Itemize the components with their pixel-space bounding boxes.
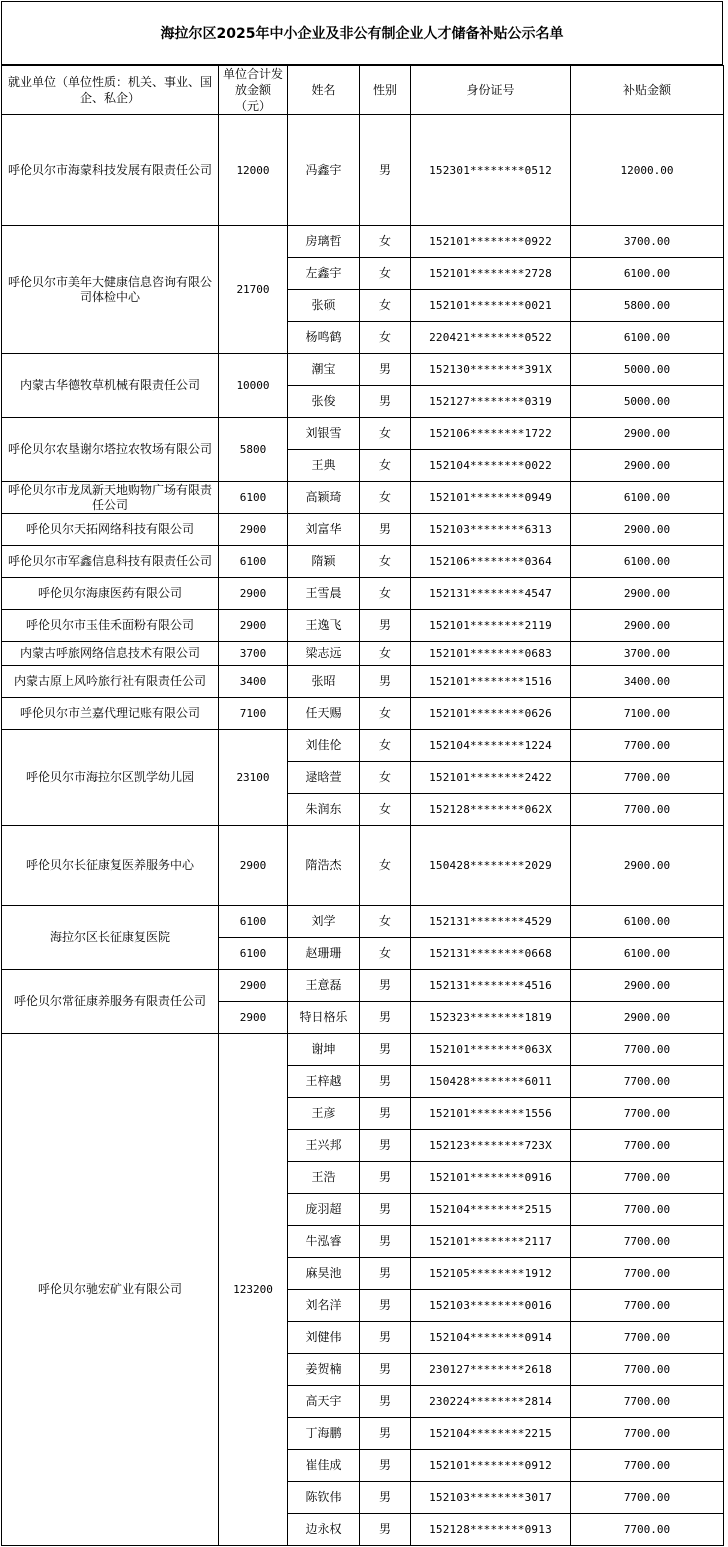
id-number-cell: 152130********391X	[411, 354, 571, 386]
table-row	[2, 1034, 724, 1066]
unit-total-cell: 3400	[219, 666, 288, 698]
name-cell: 张昭	[288, 666, 360, 698]
name-cell: 朱润东	[288, 794, 360, 826]
amount-cell: 7700.00	[571, 1130, 724, 1162]
unit-total-cell: 2900	[219, 1002, 288, 1034]
amount-cell: 7700.00	[571, 794, 724, 826]
gender-cell: 男	[360, 1130, 411, 1162]
gender-cell: 女	[360, 578, 411, 610]
name-cell: 潮宝	[288, 354, 360, 386]
unit-total-cell: 3700	[219, 642, 288, 666]
name-cell: 张硕	[288, 290, 360, 322]
amount-cell: 2900.00	[571, 450, 724, 482]
id-number-cell: 152131********4547	[411, 578, 571, 610]
name-cell: 特日格乐	[288, 1002, 360, 1034]
unit-cell: 呼伦贝尔市兰嘉代理记账有限公司	[2, 698, 219, 730]
unit-total-cell: 5800	[219, 418, 288, 482]
name-cell: 刘学	[288, 906, 360, 938]
unit-cell: 内蒙古呼旅网络信息技术有限公司	[2, 642, 219, 666]
amount-cell: 7700.00	[571, 1322, 724, 1354]
unit-cell: 呼伦贝尔市海蒙科技发展有限责任公司	[2, 115, 219, 226]
id-number-cell: 150428********2029	[411, 826, 571, 906]
unit-total-cell: 23100	[219, 730, 288, 826]
unit-total-cell: 2900	[219, 970, 288, 1002]
id-number-cell: 230224********2814	[411, 1386, 571, 1418]
table-row	[2, 970, 724, 1002]
name-cell: 丁海鹏	[288, 1418, 360, 1450]
id-number-cell: 152101********063X	[411, 1034, 571, 1066]
unit-total-cell: 2900	[219, 826, 288, 906]
gender-cell: 男	[360, 1322, 411, 1354]
name-cell: 梁志远	[288, 642, 360, 666]
amount-cell: 7700.00	[571, 1482, 724, 1514]
amount-cell: 7700.00	[571, 1162, 724, 1194]
name-cell: 刘健伟	[288, 1322, 360, 1354]
gender-cell: 男	[360, 1290, 411, 1322]
amount-cell: 7700.00	[571, 1194, 724, 1226]
id-number-cell: 152101********2119	[411, 610, 571, 642]
id-number-cell: 152101********2422	[411, 762, 571, 794]
name-cell: 任天赐	[288, 698, 360, 730]
name-cell: 边永权	[288, 1514, 360, 1546]
name-cell: 刘富华	[288, 514, 360, 546]
name-cell: 房璃哲	[288, 226, 360, 258]
table-body	[2, 115, 724, 1546]
amount-cell: 2900.00	[571, 514, 724, 546]
table-row	[2, 546, 724, 578]
amount-cell: 6100.00	[571, 482, 724, 514]
name-cell: 崔佳成	[288, 1450, 360, 1482]
id-number-cell: 152101********0626	[411, 698, 571, 730]
amount-cell: 7700.00	[571, 1290, 724, 1322]
name-cell: 王彦	[288, 1098, 360, 1130]
id-number-cell: 152101********1516	[411, 666, 571, 698]
header-row	[2, 66, 724, 115]
gender-cell: 男	[360, 666, 411, 698]
header-id: 身份证号	[411, 66, 571, 115]
name-cell: 谢坤	[288, 1034, 360, 1066]
name-cell: 王浩	[288, 1162, 360, 1194]
table-row	[2, 482, 724, 514]
id-number-cell: 152131********4529	[411, 906, 571, 938]
id-number-cell: 152101********0021	[411, 290, 571, 322]
amount-cell: 2900.00	[571, 1002, 724, 1034]
amount-cell: 6100.00	[571, 546, 724, 578]
gender-cell: 女	[360, 290, 411, 322]
gender-cell: 男	[360, 1226, 411, 1258]
name-cell: 陈钦伟	[288, 1482, 360, 1514]
gender-cell: 女	[360, 482, 411, 514]
name-cell: 姜贺楠	[288, 1354, 360, 1386]
table-row	[2, 666, 724, 698]
gender-cell: 男	[360, 115, 411, 226]
name-cell: 赵珊珊	[288, 938, 360, 970]
name-cell: 牛泓睿	[288, 1226, 360, 1258]
name-cell: 庞羽超	[288, 1194, 360, 1226]
unit-total-cell: 6100	[219, 546, 288, 578]
amount-cell: 6100.00	[571, 906, 724, 938]
unit-total-cell: 123200	[219, 1034, 288, 1546]
id-number-cell: 150428********6011	[411, 1066, 571, 1098]
table-row	[2, 115, 724, 226]
id-number-cell: 152101********0922	[411, 226, 571, 258]
id-number-cell: 152106********0364	[411, 546, 571, 578]
name-cell: 王兴邦	[288, 1130, 360, 1162]
amount-cell: 7700.00	[571, 1258, 724, 1290]
id-number-cell: 152103********3017	[411, 1482, 571, 1514]
id-number-cell: 152104********0022	[411, 450, 571, 482]
id-number-cell: 152101********0916	[411, 1162, 571, 1194]
unit-total-cell: 21700	[219, 226, 288, 354]
amount-cell: 12000.00	[571, 115, 724, 226]
table-row	[2, 906, 724, 938]
gender-cell: 男	[360, 1354, 411, 1386]
gender-cell: 女	[360, 450, 411, 482]
gender-cell: 男	[360, 1386, 411, 1418]
unit-cell: 呼伦贝尔驰宏矿业有限公司	[2, 1034, 219, 1546]
gender-cell: 女	[360, 794, 411, 826]
id-number-cell: 152101********2117	[411, 1226, 571, 1258]
gender-cell: 女	[360, 906, 411, 938]
subsidy-table	[1, 65, 724, 1546]
gender-cell: 男	[360, 1066, 411, 1098]
id-number-cell: 152101********1556	[411, 1098, 571, 1130]
id-number-cell: 152123********723X	[411, 1130, 571, 1162]
id-number-cell: 152106********1722	[411, 418, 571, 450]
gender-cell: 男	[360, 1514, 411, 1546]
page-title: 海拉尔区2025年中小企业及非公有制企业人才储备补贴公示名单	[1, 1, 723, 65]
name-cell: 刘名洋	[288, 1290, 360, 1322]
name-cell: 刘佳伦	[288, 730, 360, 762]
name-cell: 张俊	[288, 386, 360, 418]
id-number-cell: 152128********062X	[411, 794, 571, 826]
name-cell: 麻昊池	[288, 1258, 360, 1290]
gender-cell: 女	[360, 938, 411, 970]
id-number-cell: 152131********4516	[411, 970, 571, 1002]
amount-cell: 7700.00	[571, 1418, 724, 1450]
name-cell: 隋颖	[288, 546, 360, 578]
gender-cell: 男	[360, 610, 411, 642]
gender-cell: 男	[360, 514, 411, 546]
amount-cell: 2900.00	[571, 418, 724, 450]
gender-cell: 男	[360, 354, 411, 386]
name-cell: 逯晗萱	[288, 762, 360, 794]
unit-cell: 呼伦贝尔天拓网络科技有限公司	[2, 514, 219, 546]
name-cell: 王典	[288, 450, 360, 482]
amount-cell: 3400.00	[571, 666, 724, 698]
amount-cell: 7700.00	[571, 1354, 724, 1386]
gender-cell: 女	[360, 642, 411, 666]
amount-cell: 2900.00	[571, 610, 724, 642]
name-cell: 王意磊	[288, 970, 360, 1002]
id-number-cell: 152103********6313	[411, 514, 571, 546]
id-number-cell: 152103********0016	[411, 1290, 571, 1322]
name-cell: 杨鸣鹤	[288, 322, 360, 354]
amount-cell: 2900.00	[571, 970, 724, 1002]
gender-cell: 男	[360, 970, 411, 1002]
unit-cell: 海拉尔区长征康复医院	[2, 906, 219, 970]
table-row	[2, 826, 724, 906]
gender-cell: 女	[360, 698, 411, 730]
table-row	[2, 226, 724, 258]
gender-cell: 女	[360, 762, 411, 794]
id-number-cell: 152101********0912	[411, 1450, 571, 1482]
table-row	[2, 418, 724, 450]
amount-cell: 6100.00	[571, 322, 724, 354]
id-number-cell: 152128********0913	[411, 1514, 571, 1546]
amount-cell: 7700.00	[571, 1226, 724, 1258]
amount-cell: 7700.00	[571, 1034, 724, 1066]
gender-cell: 男	[360, 1002, 411, 1034]
gender-cell: 男	[360, 1482, 411, 1514]
unit-cell: 呼伦贝尔市海拉尔区凯学幼儿园	[2, 730, 219, 826]
amount-cell: 2900.00	[571, 826, 724, 906]
id-number-cell: 152301********0512	[411, 115, 571, 226]
gender-cell: 女	[360, 322, 411, 354]
unit-cell: 呼伦贝尔常征康养服务有限责任公司	[2, 970, 219, 1034]
id-number-cell: 230127********2618	[411, 1354, 571, 1386]
gender-cell: 男	[360, 1258, 411, 1290]
amount-cell: 2900.00	[571, 578, 724, 610]
amount-cell: 3700.00	[571, 642, 724, 666]
name-cell: 高颖琦	[288, 482, 360, 514]
id-number-cell: 152101********0949	[411, 482, 571, 514]
id-number-cell: 152104********2215	[411, 1418, 571, 1450]
id-number-cell: 220421********0522	[411, 322, 571, 354]
amount-cell: 7100.00	[571, 698, 724, 730]
unit-cell: 呼伦贝尔长征康复医养服务中心	[2, 826, 219, 906]
gender-cell: 男	[360, 1162, 411, 1194]
unit-cell: 呼伦贝尔市龙凤新天地购物广场有限责任公司	[2, 482, 219, 514]
table-row	[2, 610, 724, 642]
gender-cell: 女	[360, 418, 411, 450]
gender-cell: 女	[360, 546, 411, 578]
amount-cell: 7700.00	[571, 1450, 724, 1482]
unit-cell: 呼伦贝尔农垦谢尔塔拉农牧场有限公司	[2, 418, 219, 482]
amount-cell: 5800.00	[571, 290, 724, 322]
amount-cell: 7700.00	[571, 1386, 724, 1418]
id-number-cell: 152104********2515	[411, 1194, 571, 1226]
amount-cell: 5000.00	[571, 354, 724, 386]
amount-cell: 3700.00	[571, 226, 724, 258]
unit-total-cell: 7100	[219, 698, 288, 730]
id-number-cell: 152101********2728	[411, 258, 571, 290]
header-unit: 就业单位（单位性质：机关、事业、国企、私企）	[2, 66, 219, 115]
header-name: 姓名	[288, 66, 360, 115]
amount-cell: 7700.00	[571, 1066, 724, 1098]
gender-cell: 男	[360, 1450, 411, 1482]
unit-total-cell: 6100	[219, 906, 288, 938]
amount-cell: 6100.00	[571, 938, 724, 970]
gender-cell: 男	[360, 1194, 411, 1226]
table-row	[2, 514, 724, 546]
id-number-cell: 152323********1819	[411, 1002, 571, 1034]
unit-total-cell: 2900	[219, 610, 288, 642]
id-number-cell: 152104********0914	[411, 1322, 571, 1354]
amount-cell: 7700.00	[571, 730, 724, 762]
amount-cell: 5000.00	[571, 386, 724, 418]
gender-cell: 男	[360, 1418, 411, 1450]
id-number-cell: 152131********0668	[411, 938, 571, 970]
header-gender: 性别	[360, 66, 411, 115]
unit-cell: 呼伦贝尔市玉佳禾面粉有限公司	[2, 610, 219, 642]
unit-cell: 呼伦贝尔市美年大健康信息咨询有限公司体检中心	[2, 226, 219, 354]
unit-cell: 呼伦贝尔海康医药有限公司	[2, 578, 219, 610]
name-cell: 冯鑫宇	[288, 115, 360, 226]
gender-cell: 男	[360, 386, 411, 418]
name-cell: 高天宇	[288, 1386, 360, 1418]
gender-cell: 女	[360, 258, 411, 290]
unit-total-cell: 6100	[219, 482, 288, 514]
unit-total-cell: 2900	[219, 514, 288, 546]
unit-cell: 呼伦贝尔市军鑫信息科技有限责任公司	[2, 546, 219, 578]
gender-cell: 男	[360, 1034, 411, 1066]
unit-total-cell: 6100	[219, 938, 288, 970]
amount-cell: 7700.00	[571, 762, 724, 794]
id-number-cell: 152105********1912	[411, 1258, 571, 1290]
name-cell: 隋浩杰	[288, 826, 360, 906]
gender-cell: 女	[360, 730, 411, 762]
amount-cell: 7700.00	[571, 1514, 724, 1546]
header-amount: 补贴金额	[571, 66, 724, 115]
unit-total-cell: 2900	[219, 578, 288, 610]
id-number-cell: 152127********0319	[411, 386, 571, 418]
name-cell: 王梓越	[288, 1066, 360, 1098]
unit-cell: 内蒙古原上风吟旅行社有限责任公司	[2, 666, 219, 698]
amount-cell: 7700.00	[571, 1098, 724, 1130]
id-number-cell: 152104********1224	[411, 730, 571, 762]
name-cell: 王逸飞	[288, 610, 360, 642]
table-row	[2, 354, 724, 386]
name-cell: 左鑫宇	[288, 258, 360, 290]
table-row	[2, 698, 724, 730]
name-cell: 王雪晨	[288, 578, 360, 610]
table-row	[2, 730, 724, 762]
name-cell: 刘银雪	[288, 418, 360, 450]
header-total: 单位合计发放金额（元）	[219, 66, 288, 115]
amount-cell: 6100.00	[571, 258, 724, 290]
unit-total-cell: 12000	[219, 115, 288, 226]
unit-cell: 内蒙古华德牧草机械有限责任公司	[2, 354, 219, 418]
table-row	[2, 642, 724, 666]
gender-cell: 女	[360, 826, 411, 906]
id-number-cell: 152101********0683	[411, 642, 571, 666]
unit-total-cell: 10000	[219, 354, 288, 418]
gender-cell: 女	[360, 226, 411, 258]
table-row	[2, 578, 724, 610]
gender-cell: 男	[360, 1098, 411, 1130]
